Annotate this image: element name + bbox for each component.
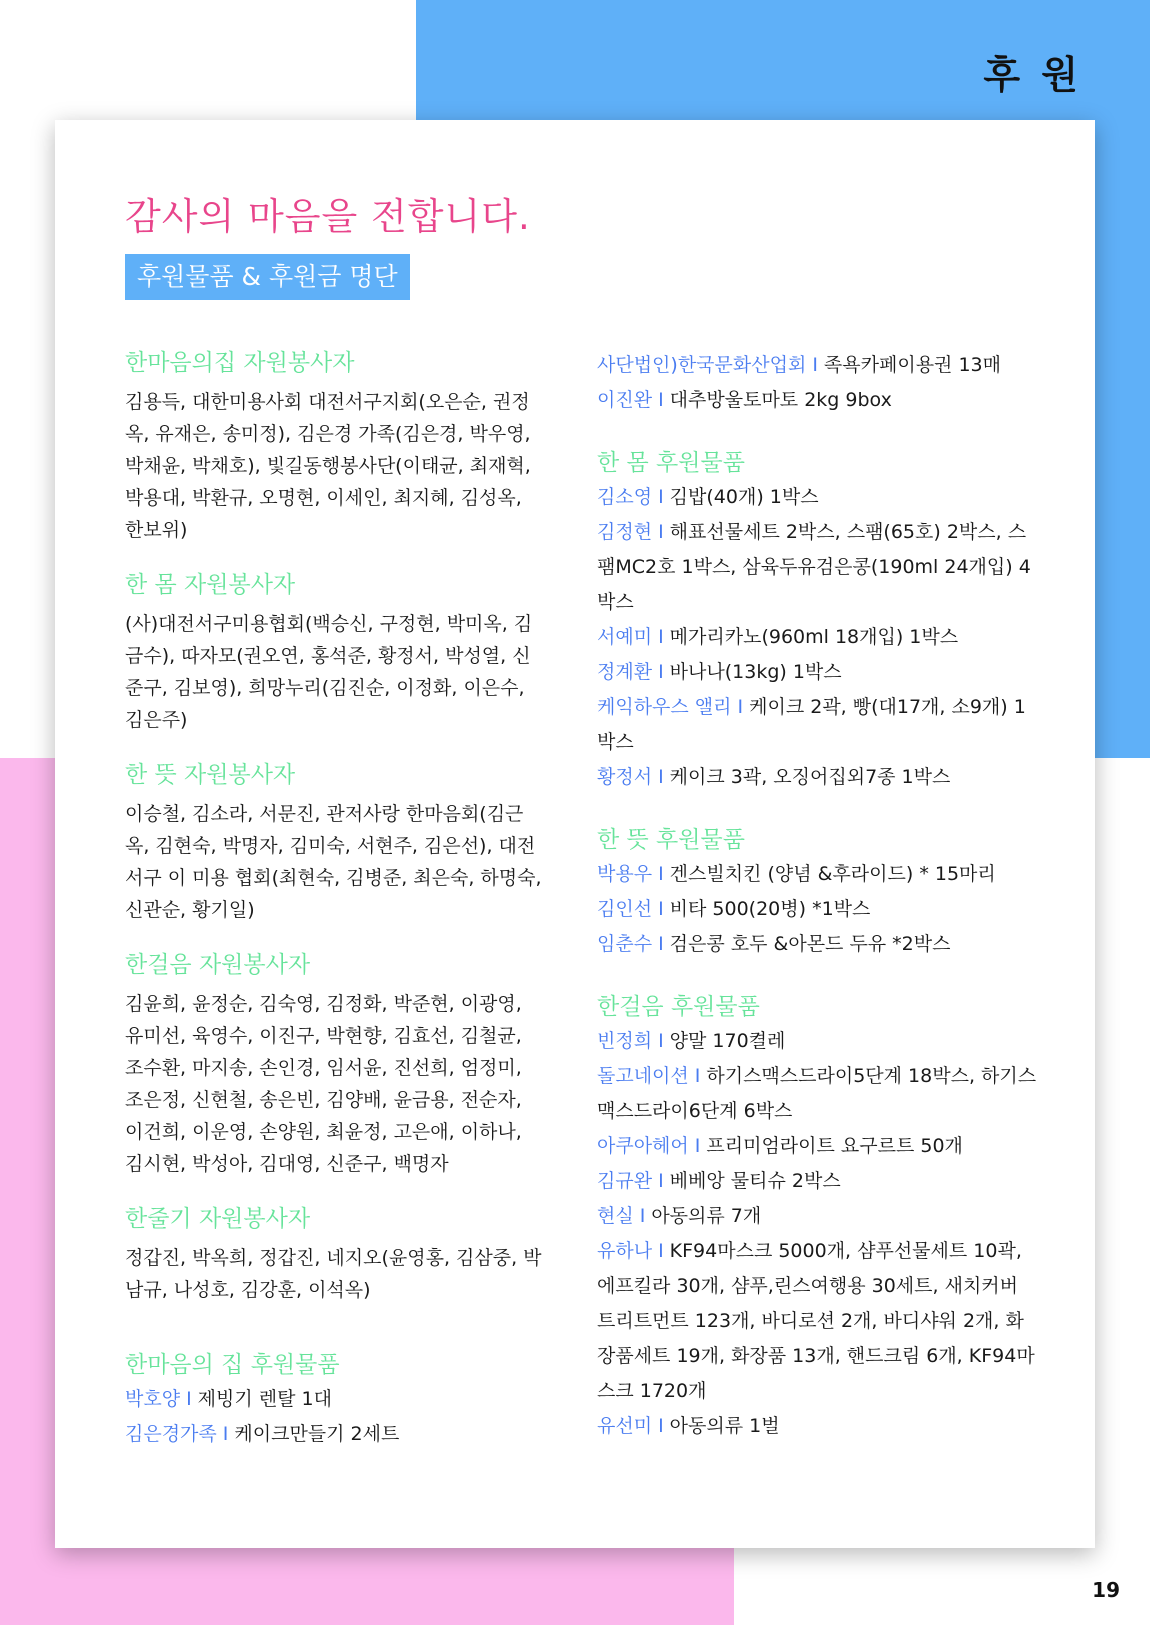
page-number: 19 (1092, 1578, 1120, 1602)
separator-mark: I (737, 696, 744, 718)
volunteer-group (125, 950, 545, 1180)
donor-entry (597, 1059, 1037, 1129)
donor-name: 박용우 (597, 863, 653, 885)
donated-item: 양말 170켤레 (669, 1030, 786, 1052)
separator-mark: I (658, 863, 664, 885)
volunteer-names: 김윤희, 윤정순, 김숙영, 김정화, 박준현, 이광영, 유미선, 육영수, 이진구, 박현향, 김효선, 김철균, 조수환, 마지송, 손인경, 임서윤, 진선희, 엄정미, 조은정, 신현철, 송은빈, 김양배, 윤금용, 전순자, 이건희, 이운영, 손양원, 최윤정, 고은애, 이하나, 김시현, 박성아, 김대영, 신준구, 백명자 (125, 993, 522, 1175)
donor-entry (597, 1409, 1037, 1444)
donated-item: 대추방울토마토 2kg 9box (669, 389, 892, 411)
group-title: 한 몸 후원물품 (597, 450, 745, 476)
donor-name: 박호양 (125, 1388, 181, 1410)
separator-mark: I (658, 1170, 664, 1192)
donated-item: 베베앙 물티슈 2박스 (669, 1170, 841, 1192)
donor-name: 사단법인)한국문화산업회 (597, 354, 807, 376)
donor-name: 이진완 (597, 389, 653, 411)
group-title: 한줄기 자원봉사자 (125, 1206, 311, 1232)
donation-group (597, 448, 1037, 795)
donor-name: 김인선 (597, 898, 653, 920)
separator-mark: I (658, 1030, 664, 1052)
donor-entry (597, 1164, 1037, 1199)
donated-item: 프리미엄라이트 요구르트 50개 (706, 1135, 963, 1157)
group-title: 한 뜻 후원물품 (597, 827, 745, 853)
volunteer-group (125, 1204, 545, 1306)
donor-name: 김은경가족 (125, 1423, 217, 1445)
donation-group (597, 348, 1037, 418)
donor-name: 유하나 (597, 1240, 653, 1262)
separator-mark: I (186, 1388, 192, 1410)
volunteer-names: (사)대전서구미용협회(백승신, 구정현, 박미옥, 김금수), 따자모(권오연, 홍석준, 황정서, 박성열, 신준구, 김보영), 희망누리(김진순, 이정화, 이은수, 김은주) (125, 613, 533, 731)
donor-name: 김규완 (597, 1170, 653, 1192)
separator-mark: I (658, 1240, 664, 1262)
group-title: 한걸음 후원물품 (597, 994, 760, 1020)
donor-entry (597, 1234, 1037, 1409)
separator-mark: I (812, 354, 818, 376)
donor-name: 케익하우스 앨리 (597, 696, 732, 718)
volunteer-names: 이승철, 김소라, 서문진, 관저사랑 한마음회(김근옥, 김현숙, 박명자, 김미숙, 서현주, 김은선), 대전서구 이 미용 협회(최현숙, 김병준, 최은숙, 하명숙, 신관순, 황기일) (125, 803, 542, 921)
donor-name: 황정서 (597, 766, 653, 788)
donor-entry (597, 620, 1037, 655)
donor-entry (597, 383, 1037, 418)
separator-mark: I (658, 486, 664, 508)
separator-mark: I (658, 661, 664, 683)
donated-item: 제빙기 렌탈 1대 (197, 1388, 332, 1410)
separator-mark: I (658, 933, 664, 955)
donation-group (597, 992, 1037, 1444)
donor-name: 임춘수 (597, 933, 653, 955)
donor-entry (597, 515, 1037, 620)
separator-mark: I (658, 1415, 664, 1437)
donor-name: 빈정희 (597, 1030, 653, 1052)
page-heading: 감사의 마음을 전합니다. (125, 195, 531, 238)
donor-entry (597, 690, 1037, 760)
donor-name: 돌고네이션 (597, 1065, 689, 1087)
volunteer-group (125, 760, 545, 926)
donor-entry (597, 1129, 1037, 1164)
donor-entry (597, 857, 1037, 892)
donor-name: 정계환 (597, 661, 653, 683)
volunteer-names: 김용득, 대한미용사회 대전서구지회(오은순, 권정옥, 유재은, 송미정), 김은경 가족(김은경, 박우영, 박채윤, 박채호), 빛길동행봉사단(이태균, 최재혁, 박용대, 박환규, 오명현, 이세인, 최지혜, 김성옥, 한보위) (125, 391, 531, 541)
volunteer-group (125, 348, 545, 546)
donor-name: 김정현 (597, 521, 653, 543)
donor-entry (597, 1199, 1037, 1234)
donor-name: 김소영 (597, 486, 653, 508)
group-title: 한 뜻 자원봉사자 (125, 762, 296, 788)
donated-item: 케이크 2곽, 빵(대17개, 소9개) 1박스 (597, 696, 1026, 753)
separator-mark: I (658, 521, 664, 543)
donation-group (597, 825, 1037, 962)
donor-entry (125, 1382, 545, 1417)
section-title: 후 원 (983, 53, 1082, 97)
group-title: 한마음의집 자원봉사자 (125, 350, 355, 376)
donor-entry (597, 760, 1037, 795)
separator-mark: I (222, 1423, 229, 1445)
donated-item: 바나나(13kg) 1박스 (669, 661, 842, 683)
donated-item: 검은콩 호두 &아몬드 두유 *2박스 (669, 933, 951, 955)
group-title: 한 몸 자원봉사자 (125, 572, 296, 598)
donated-item: 하기스맥스드라이5단계 18박스, 하기스맥스드라이6단계 6박스 (597, 1065, 1037, 1122)
donor-name: 서예미 (597, 626, 653, 648)
donated-item: 케이크 3곽, 오징어집외7종 1박스 (669, 766, 951, 788)
volunteer-group (125, 570, 545, 736)
donor-entry (597, 655, 1037, 690)
donor-name: 아쿠아헤어 (597, 1135, 689, 1157)
subtitle-banner: 후원물품 & 후원금 명단 (125, 254, 410, 300)
donor-entry (597, 348, 1037, 383)
donated-item: 김밥(40개) 1박스 (669, 486, 819, 508)
donor-entry (125, 1417, 545, 1452)
donated-item: 비타 500(20병) *1박스 (669, 898, 871, 920)
donated-item: 아동의류 7개 (651, 1205, 762, 1227)
donor-name: 현실 (597, 1205, 634, 1227)
donation-group (125, 1350, 545, 1452)
donated-item: 케이크만들기 2세트 (234, 1423, 400, 1445)
separator-mark: I (639, 1205, 646, 1227)
donated-item: 아동의류 1벌 (669, 1415, 780, 1437)
separator-mark: I (694, 1065, 701, 1087)
donated-item: 메가리카노(960ml 18개입) 1박스 (669, 626, 959, 648)
donor-entry (597, 927, 1037, 962)
donated-item: KF94마스크 5000개, 샴푸선물세트 10곽, 에프킬라 30개, 샴푸,린스여행용 30세트, 새치커버 트리트먼트 123개, 바디로션 2개, 바디샤워 2개, 화장품세트 19개, 화장품 13개, 핸드크림 6개, KF94마스크 1720개 (597, 1240, 1035, 1402)
donor-entry (597, 480, 1037, 515)
group-title: 한마음의 집 후원물품 (125, 1352, 340, 1378)
separator-mark: I (694, 1135, 701, 1157)
donated-item: 족욕카페이용권 13매 (823, 354, 1001, 376)
separator-mark: I (658, 766, 664, 788)
donor-entry (597, 892, 1037, 927)
donor-name: 유선미 (597, 1415, 653, 1437)
donated-item: 해표선물세트 2박스, 스팸(65호) 2박스, 스팸MC2호 1박스, 삼육두유검은콩(190ml 24개입) 4박스 (597, 521, 1031, 613)
separator-mark: I (658, 389, 664, 411)
separator-mark: I (658, 626, 664, 648)
content-card (55, 120, 1095, 1548)
left-column (125, 348, 545, 1452)
group-title: 한걸음 자원봉사자 (125, 952, 311, 978)
donor-entry (597, 1024, 1037, 1059)
donated-item: 겐스빌치킨 (양념 &후라이드) * 15마리 (669, 863, 996, 885)
volunteer-names: 정갑진, 박옥희, 정갑진, 네지오(윤영홍, 김삼중, 박남규, 나성호, 김강훈, 이석옥) (125, 1247, 542, 1301)
right-column (597, 348, 1037, 1444)
separator-mark: I (658, 898, 664, 920)
